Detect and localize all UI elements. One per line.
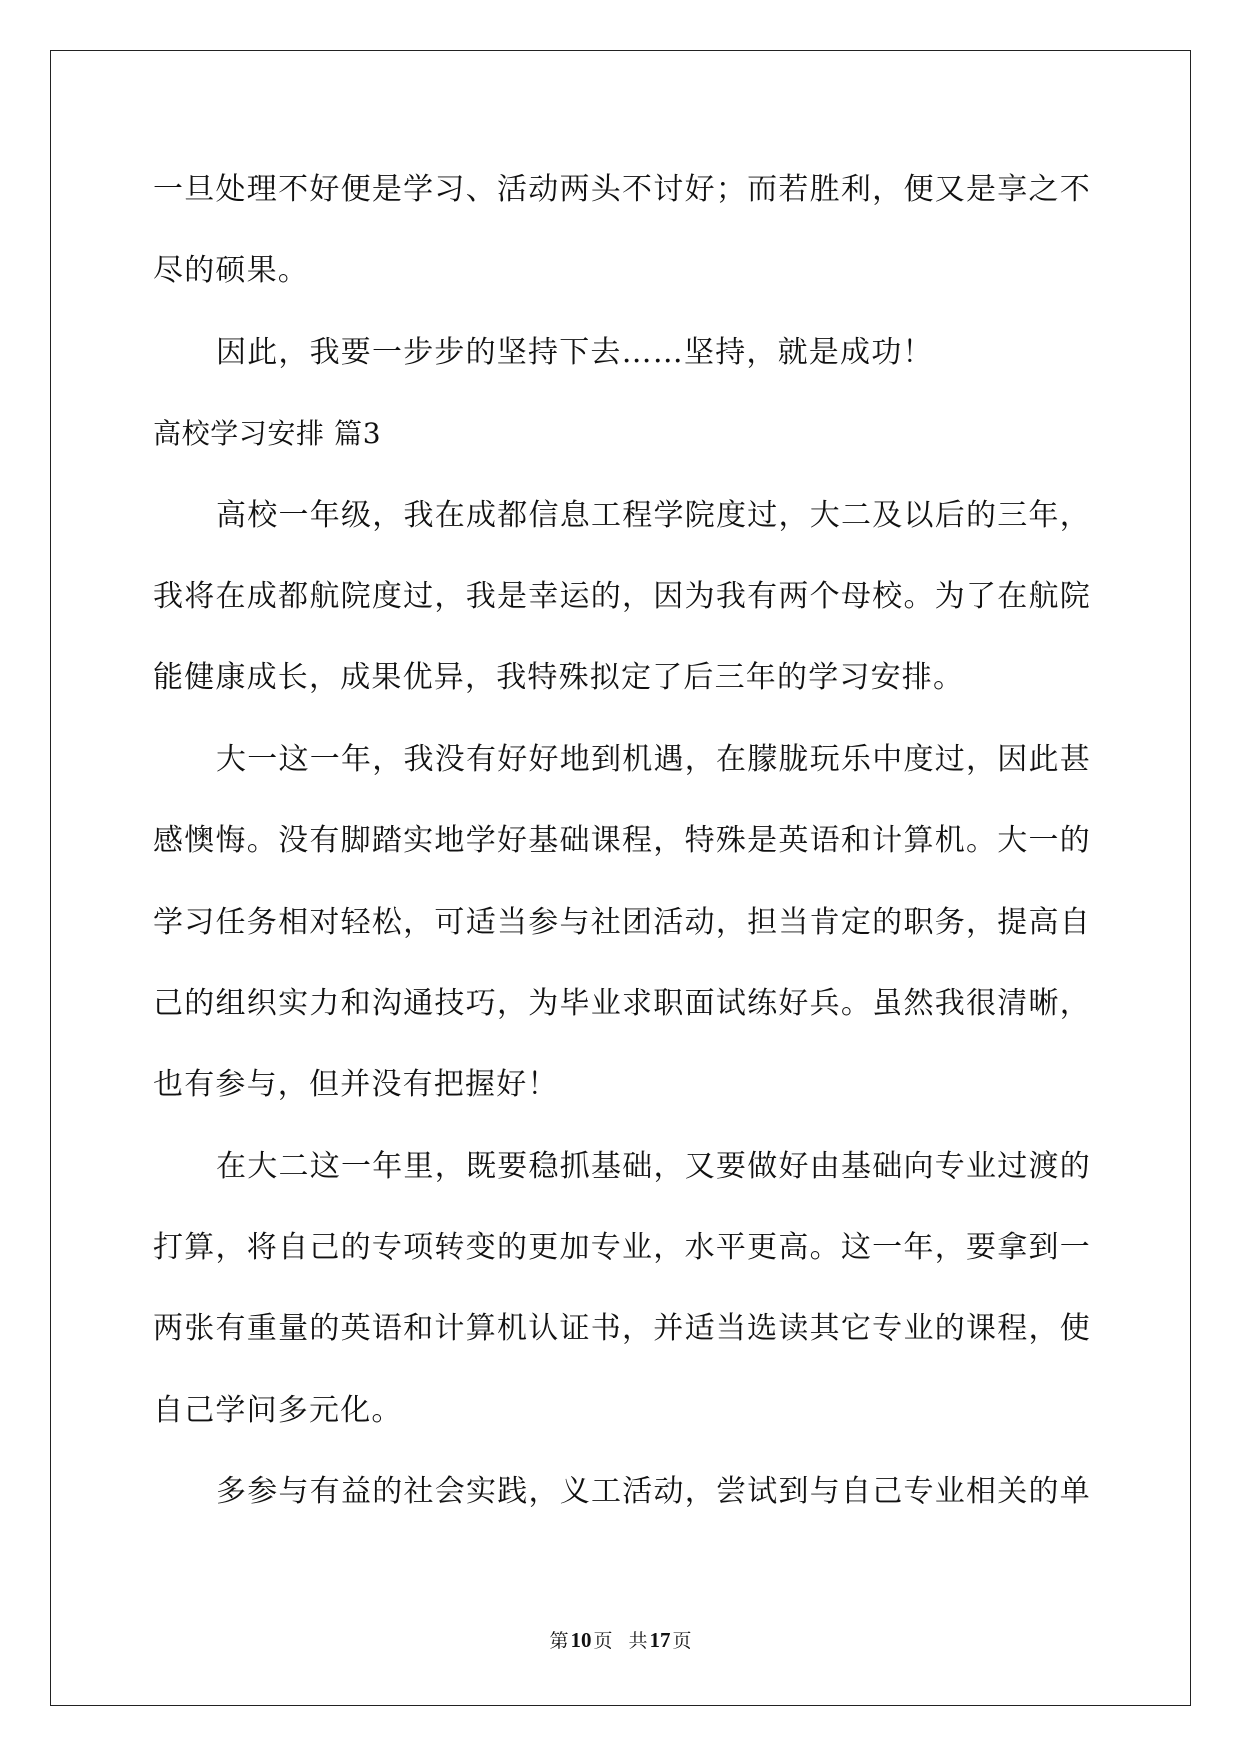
page-footer — [0, 1626, 1241, 1655]
body-line: 在大二这一年里，既要稳抓基础，又要做好由基础向专业过渡的 — [216, 1148, 1091, 1184]
page-prefix: 第 — [549, 1630, 569, 1652]
section-heading: 高校学习安排 篇3 — [153, 417, 382, 451]
body-line: 多参与有益的社会实践，义工活动，尝试到与自己专业相关的单 — [216, 1474, 1091, 1510]
page-suffix: 页 — [593, 1630, 613, 1652]
body-line: 高校一年级，我在成都信息工程学院度过，大二及以后的三年， — [216, 497, 1091, 533]
total-pages-number: 17 — [649, 1628, 671, 1652]
document-body — [153, 149, 1091, 1533]
current-page-number: 10 — [570, 1628, 592, 1652]
body-line: 一旦处理不好便是学习、活动两头不讨好；而若胜利，便又是享之不 — [153, 172, 1091, 207]
body-line: 打算，将自己的专项转变的更加专业，水平更高。这一年，要拿到一 — [153, 1230, 1091, 1266]
body-line: 也有参与，但并没有把握好！ — [153, 1067, 559, 1103]
body-line: 自己学问多元化。 — [153, 1392, 403, 1428]
body-line: 大一这一年，我没有好好地到机遇，在朦胧玩乐中度过，因此甚 — [216, 741, 1091, 777]
total-suffix: 页 — [672, 1630, 692, 1652]
body-line: 学习任务相对轻松，可适当参与社团活动，担当肯定的职务，提高自 — [153, 904, 1091, 940]
body-line: 我将在成都航院度过，我是幸运的，因为我有两个母校。为了在航院 — [153, 578, 1091, 614]
body-line: 尽的硕果。 — [153, 253, 309, 289]
total-prefix: 共 — [628, 1630, 648, 1652]
body-line: 两张有重量的英语和计算机认证书，并适当选读其它专业的课程，使 — [153, 1311, 1091, 1347]
body-line: 感懊悔。没有脚踏实地学好基础课程，特殊是英语和计算机。大一的 — [153, 823, 1091, 859]
body-line: 能健康成长，成果优异，我特殊拟定了后三年的学习安排。 — [153, 660, 965, 696]
body-line: 因此，我要一步步的坚持下去……坚持，就是成功！ — [216, 334, 934, 370]
body-line: 己的组织实力和沟通技巧，为毕业求职面试练好兵。虽然我很清晰， — [153, 985, 1091, 1021]
